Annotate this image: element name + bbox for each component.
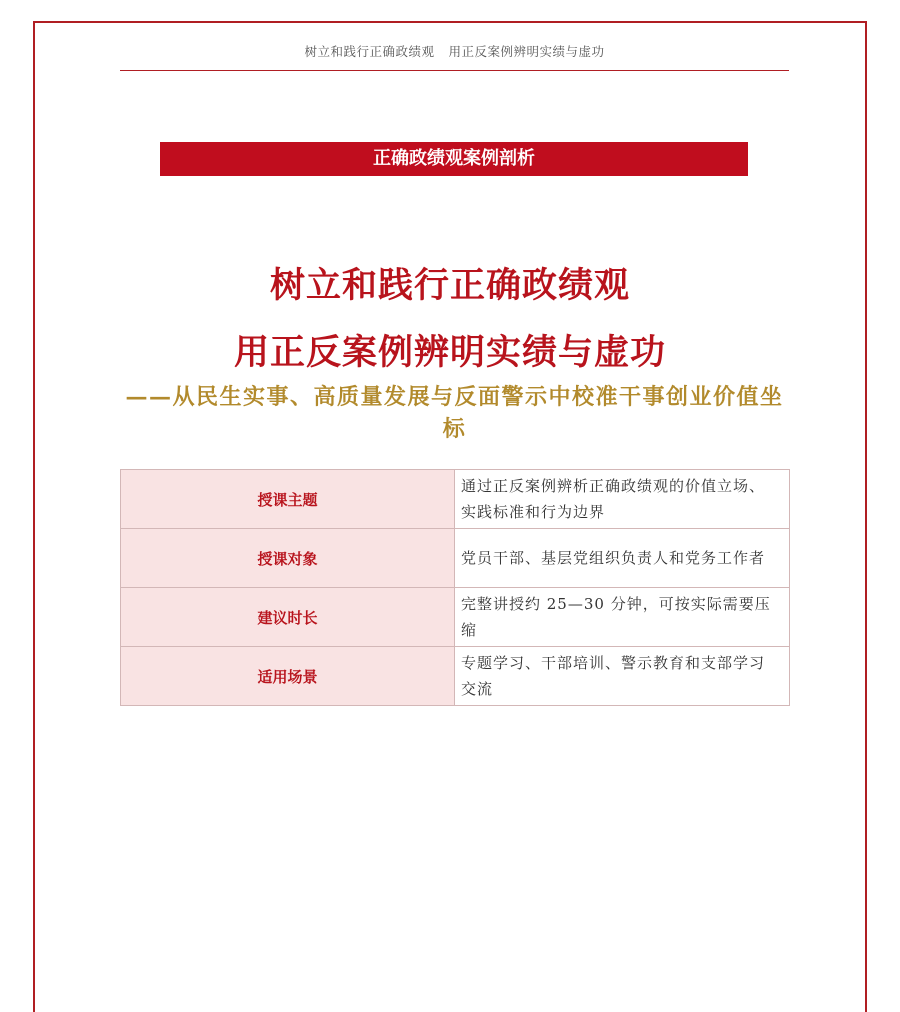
- info-table: [120, 469, 790, 706]
- row-label-duration: 建议时长: [121, 588, 455, 647]
- subtitle: ——从民生实事、高质量发展与反面警示中校准干事创业价值坐标: [125, 384, 784, 442]
- row-value-duration: 完整讲授约 25—30 分钟，可按实际需要压缩: [455, 588, 790, 647]
- row-label-topic: 授课主题: [121, 470, 455, 529]
- main-title-line-1: 树立和践行正确政绩观: [269, 266, 630, 306]
- table-row: [121, 588, 790, 647]
- section-banner: 正确政绩观案例剖析: [160, 142, 748, 176]
- running-header-left: 树立和践行正确政绩观: [304, 44, 435, 59]
- row-label-scenario: 适用场景: [121, 647, 455, 706]
- table-row: [121, 470, 790, 529]
- running-header: [120, 42, 789, 60]
- header-rule: [120, 70, 789, 71]
- row-value-topic: 通过正反案例辨析正确政绩观的价值立场、实践标准和行为边界: [455, 470, 790, 529]
- main-title-line-2: 用正反案例辨明实绩与虚功: [233, 333, 666, 373]
- row-value-audience: 党员干部、基层党组织负责人和党务工作者: [455, 529, 790, 588]
- running-header-right: 用正反案例辨明实绩与虚功: [448, 44, 605, 59]
- table-row: [121, 647, 790, 706]
- row-value-scenario: 专题学习、干部培训、警示教育和支部学习交流: [455, 647, 790, 706]
- row-label-audience: 授课对象: [121, 529, 455, 588]
- table-row: [121, 529, 790, 588]
